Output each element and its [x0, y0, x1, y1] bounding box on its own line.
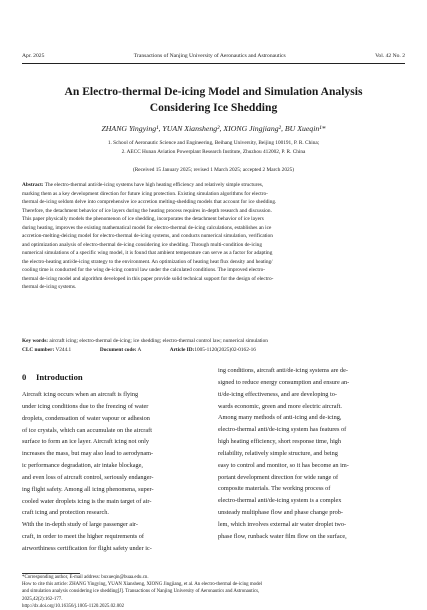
keywords — [22, 337, 405, 346]
body-line: cooled water droplets icing is the main target of air- — [22, 497, 152, 505]
affiliation-1: 1. School of Aeronautic Science and Engineering, Beihang University, Beijing 100191, P. R. China; — [107, 140, 320, 146]
body-line: under icing conditions due to the freezing of water — [22, 402, 149, 410]
body-line: signed to reduce energy consumption and ensure an- — [218, 378, 350, 386]
body-line: lem, which involves external air water droplet two- — [218, 520, 347, 528]
body-line: reliability, relatively simple structure, and being — [218, 449, 338, 457]
abstract-line: marking them as a key development direction for future icing protection. Existing simulation algorithms for electro- — [22, 190, 268, 197]
received-dates: (Received 15 January 2025; revised 1 March 2025; accepted 2 March 2025) — [132, 167, 295, 173]
author-list: ZHANG Yingying¹, YUAN Xiansheng², XIONG Jingjiang², BU Xueqin¹* — [101, 124, 326, 133]
abstract-line: accretion-melting-deicing model for electro-thermal de-icing systems, and conducts numerical simulation, verification — [22, 233, 273, 239]
body-line: craft, in order to meet the higher requirements of — [22, 533, 145, 541]
affiliations — [30, 139, 397, 156]
body-line: airworthiness certification for flight safety under ic- — [22, 544, 152, 552]
header-volume: Vol. 42 No. 2 — [375, 53, 405, 59]
header-date: Apr. 2025 — [22, 53, 45, 59]
abstract-line: thermal de-icing model and algorithm developed in this paper provide solid technical support for the design of electro- — [22, 275, 274, 282]
clc-value: V244.1 — [54, 347, 72, 353]
citation-line: How to cite this article: ZHANG Yingying, YUAN Xiansheng, XIONG Jingjiang, et al. An electro-thermal de-icing model — [22, 582, 263, 588]
body-line: craft icing and protection research. — [22, 509, 109, 517]
abstract-line: thermal de-icing seldom delve into comprehensive ice accretion melting-shedding models that account for ice shedding. — [22, 199, 277, 205]
document-code-value: A — [136, 347, 142, 353]
abstract-label: Abstract: — [22, 182, 44, 188]
body-line: Aircraft icing occurs when an aircraft is flying — [22, 391, 139, 398]
body-line: droplets, condensation of water vapour or adhesion — [22, 414, 150, 422]
abstract-line: numerical simulations of a specific wing model, it is found that ambient temperature can serve as a factor for adapting — [22, 250, 273, 256]
body-line: surface to form an ice layer. Aircraft icing not only — [22, 438, 150, 446]
left-column — [22, 389, 210, 555]
classification-line — [22, 346, 405, 355]
section-number: 0 — [22, 372, 27, 382]
document-code-label: Document code: — [99, 347, 137, 353]
abstract-line: during heating, improves the existing mathematical model for electro-thermal de-icing calculations, establishes an ice — [22, 224, 272, 231]
body-line: high heating efficiency, short response time, high — [218, 438, 342, 446]
abstract-line: This paper physically models the phenomenon of ice shedding, incorporates the detachment behavior of ice layers — [22, 216, 264, 222]
body-line: electro-thermal anti/de-icing system is a complex — [218, 497, 342, 505]
body-line: phase flow, runback water film flow on the surface, — [218, 532, 347, 540]
body-line: ing conditions, aircraft anti/de-icing systems are de- — [218, 367, 348, 374]
article-id-value: 1005-1120(2025)02-0162-16 — [194, 347, 256, 353]
header-rule — [22, 63, 405, 64]
body-line: ing flight safety. Among all icing phenomena, super- — [22, 485, 154, 493]
keywords-label: Key words: — [22, 338, 49, 344]
citation-line: 2025,42(2):162-177. — [22, 596, 63, 602]
title-line-2: Considering Ice Shedding — [149, 101, 278, 114]
body-line: With the in-depth study of large passenger air- — [22, 521, 138, 529]
keywords-text: aircraft icing; electro-thermal de-icing; ice shedding; electro-thermal control law; numerical simulation — [48, 338, 268, 344]
section-heading — [22, 371, 83, 383]
abstract-text: The electro-thermal anti/de-icing systems have high heating efficiency and relatively simple structures, — [43, 182, 264, 188]
body-line: of ice crystals, which can accumulate on the aircraft — [22, 426, 152, 434]
section-title: Introduction — [36, 372, 83, 382]
abstract-line: Therefore, the detachment behavior of ice layers during the heating process requires in-depth research and discussion. — [22, 207, 272, 214]
body-line: and even loss of aircraft control, seriously endanger- — [22, 473, 154, 481]
header-journal: Transactions of Nanjing University of Aeronautics and Astronautics — [133, 53, 286, 59]
abstract-line: cooling time is conducted for the wing de-icing control law under the calculated conditions. The improved electro- — [22, 267, 266, 273]
body-line: composite materials. The working process of — [218, 485, 331, 493]
article-id-label: Article ID: — [169, 347, 195, 353]
body-line: ti/de-icing effectiveness, and are developing to- — [218, 390, 337, 398]
body-line: portant development direction for wide range of — [218, 473, 339, 481]
running-header — [22, 51, 405, 61]
clc-label: CLC number: — [22, 347, 55, 353]
abstract-line: the electro-heating anti/de-icing strategy to the environment. An optimization of heating heat flux density and heating/ — [22, 258, 273, 265]
corresponding-author-note: *Corresponding author, E-mail address: buxueqin@buaa.edu.cn. — [22, 575, 149, 580]
abstract — [22, 181, 405, 292]
body-line: Among many methods of anti-icing and de-icing, — [218, 414, 342, 422]
body-line: increases the mass, but may also lead to aerodynam- — [22, 450, 154, 458]
body-line: unsteady multiphase flow and phase change prob- — [218, 509, 343, 517]
paper-title — [30, 84, 397, 116]
title-line-1: An Electro-thermal De-icing Model and Simulation Analysis — [64, 85, 363, 98]
doi-link[interactable]: http://dx.doi.org/10.16356/j.1005-1120.2025.02.002 — [22, 603, 125, 609]
citation-line: and simulation analysis considering ice shedding[J]. Transactions of Nanjing University of Aeronautics and Astronautics, — [22, 589, 260, 595]
affiliation-2: 2. AECC Hunan Aviation Powerplant Research Institute, Zhuzhou 412002, P. R. China — [121, 148, 306, 155]
abstract-line — [22, 181, 405, 190]
body-line: easy to control and monitor, so it has become an im- — [218, 461, 349, 469]
body-line: wards economic, green and more electric aircraft. — [218, 402, 342, 410]
abstract-line: thermal de-icing systems. — [22, 284, 77, 290]
body-line: electro-thermal anti/de-icing system has features of — [218, 426, 347, 434]
footnotes — [22, 574, 405, 610]
body-line: ic performance degradation, air intake blockage, — [22, 462, 143, 470]
right-column — [218, 365, 405, 543]
abstract-line: and optimization analysis of electro-thermal de-icing considering ice shedding. Through multi-condition de-icing — [22, 241, 262, 248]
